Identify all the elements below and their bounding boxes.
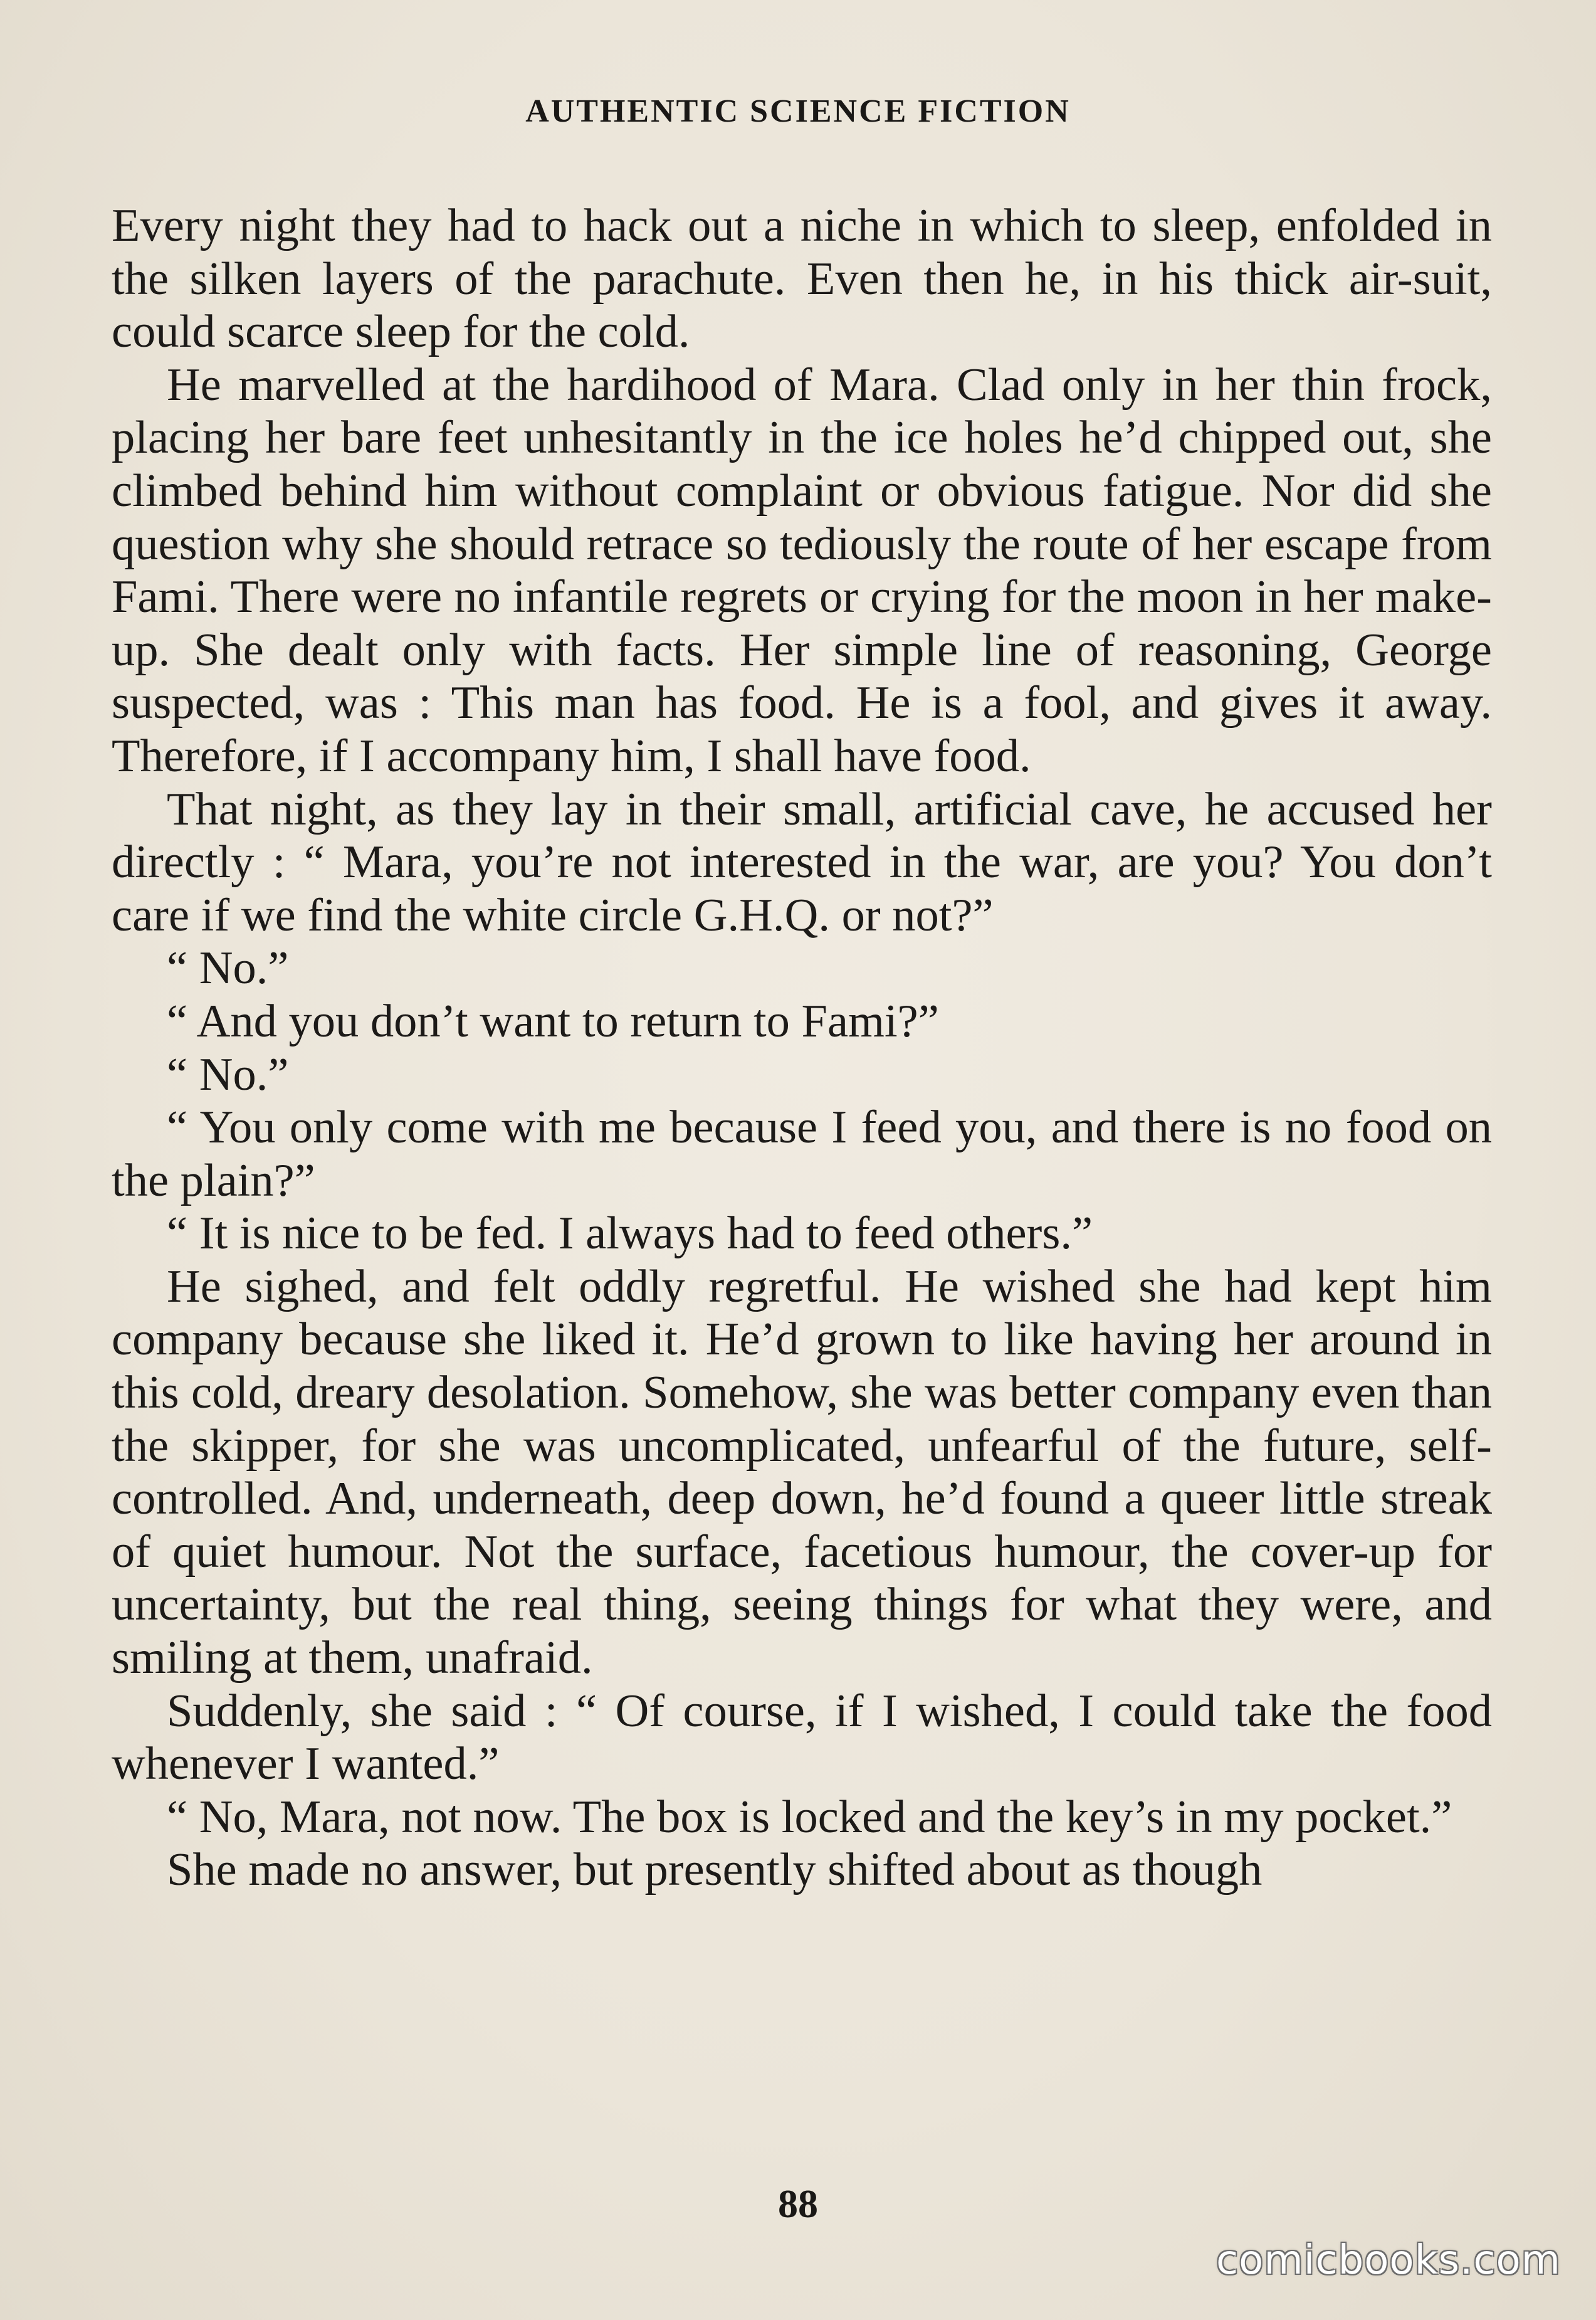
body-text: [112, 199, 1492, 1897]
dialogue-line: “ No.”: [167, 942, 289, 994]
dialogue-line: “ No.”: [167, 1048, 289, 1100]
paragraph: Every night they had to hack out a niche in which to sleep, enfolded in the silken layers of the parachute. Even then he, in his thick air-suit, could scarce sleep for the cold.: [112, 200, 1492, 358]
watermark: comicbooks.com: [1215, 2237, 1561, 2284]
paragraph: He sighed, and felt oddly regretful. He wished she had kept him company because she liked it. He’d grown to like having her around in this cold, dreary desolation. Somehow, she was better company even than the skipper, for she was uncomplicated, unfearful of the future, self-controlled. And, underneath, deep down, he’d found a queer little streak of quiet humour. Not the surface, facetious humour, the cover-up for uncertainty, but the real thing, seeing things for what they were, and smiling at them, unafraid.: [112, 1260, 1492, 1684]
page-number: 88: [778, 2181, 818, 2226]
paragraph: He marvelled at the hardihood of Mara. Clad only in her thin frock, placing her bare feet unhesitantly in the ice holes he’d chipped out, she climbed behind him without complaint or obvious fatigue. Nor did she question why she should retrace so tediously the route of her escape from Fami. There were no infantile regrets or crying for the moon in her make-up. She dealt only with facts. Her simple line of reasoning, George suspected, was : This man has food. He is a fool, and gives it away. Therefore, if I accompany him, I shall have food.: [112, 359, 1492, 782]
dialogue-line: “ And you don’t want to return to Fami?”: [167, 995, 939, 1047]
paragraph: That night, as they lay in their small, artificial cave, he accused her directly : “ Mara, you’re not interested in the war, are you? You don’t care if we find the white circle G.H.Q. or not?”: [112, 783, 1492, 941]
running-head: AUTHENTIC SCIENCE FICTION: [525, 93, 1071, 129]
dialogue-line: “ You only come with me because I feed you, and there is no food on the plain?”: [112, 1102, 1492, 1206]
paragraph: Suddenly, she said : “ Of course, if I wished, I could take the food whenever I wanted.”: [112, 1685, 1492, 1790]
paragraph: She made no answer, but presently shifted about as though: [167, 1844, 1263, 1896]
dialogue-line: “ It is nice to be fed. I always had to feed others.”: [167, 1208, 1093, 1260]
dialogue-line: “ No, Mara, not now. The box is locked and the key’s in my pocket.”: [167, 1791, 1452, 1843]
